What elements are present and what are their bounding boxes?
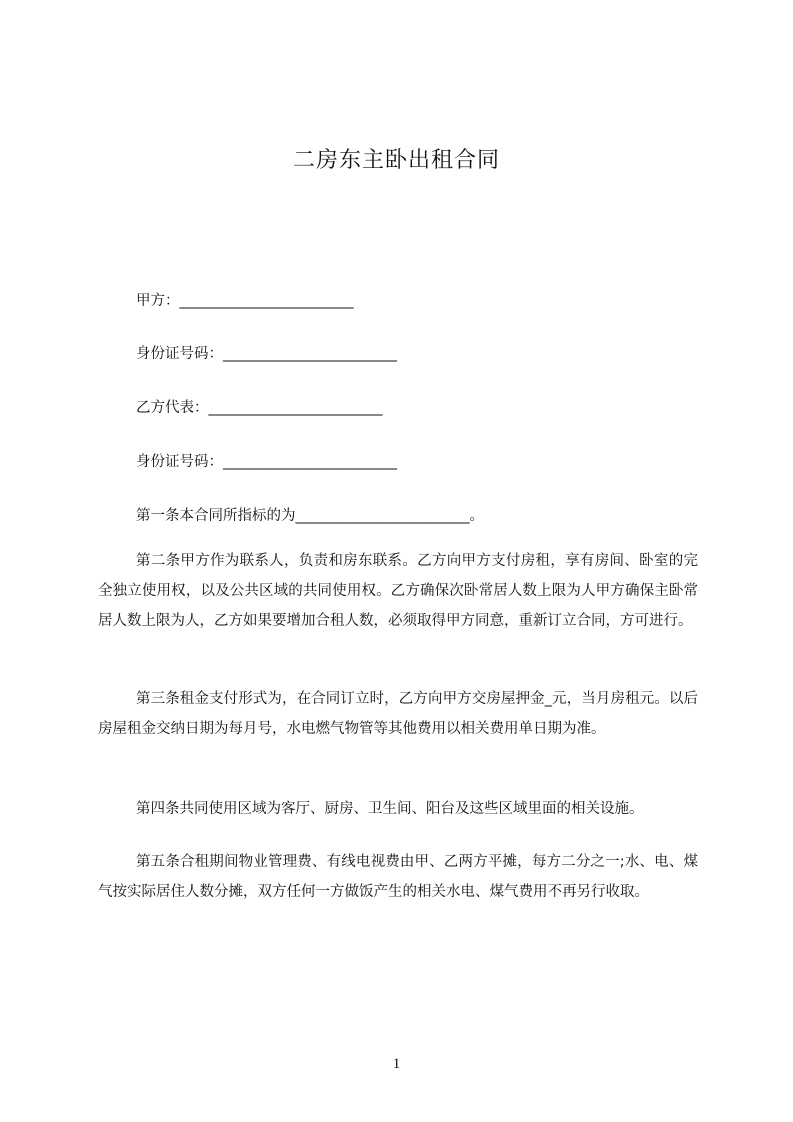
- party-a-field: 甲方：________________________: [136, 293, 354, 309]
- page-number: 1: [392, 1056, 401, 1072]
- article-3-paragraph: 第三条租金支付形式为，在合同订立时，乙方向甲方交房屋押金_元，当月房租元。以后房屋租金交纳日期为每月号，水电燃气物管等其他费用以相关费用单日期为准。: [98, 691, 698, 737]
- party-b-representative-field: 乙方代表：________________________: [136, 400, 383, 416]
- article-5-paragraph: 第五条合租期间物业管理费、有线电视费由甲、乙两方平摊，每方二分之一;水、电、煤气按实际居住人数分摊，双方任何一方做饭产生的相关水电、煤气费用不再另行收取。: [98, 854, 698, 900]
- article-4-paragraph: 第四条共同使用区域为客厅、厨房、卫生间、阳台及这些区域里面的相关设施。: [136, 801, 644, 817]
- party-b-id-field: 身份证号码：________________________: [136, 454, 397, 470]
- party-a-id-field: 身份证号码：________________________: [136, 346, 397, 362]
- article-2-paragraph: 第二条甲方作为联系人，负责和房东联系。乙方向甲方支付房租，享有房间、卧室的完全独立使用权，以及公共区域的共同使用权。乙方确保次卧常居人数上限为人甲方确保主卧常居人数上限为人，乙方如果要增加合租人数，必须取得甲方同意，重新订立合同，方可进行。: [98, 553, 698, 629]
- document-title: 二房东主卧出租合同: [292, 148, 500, 173]
- article-1-text: 第一条本合同所指标的为________________________。: [136, 508, 484, 524]
